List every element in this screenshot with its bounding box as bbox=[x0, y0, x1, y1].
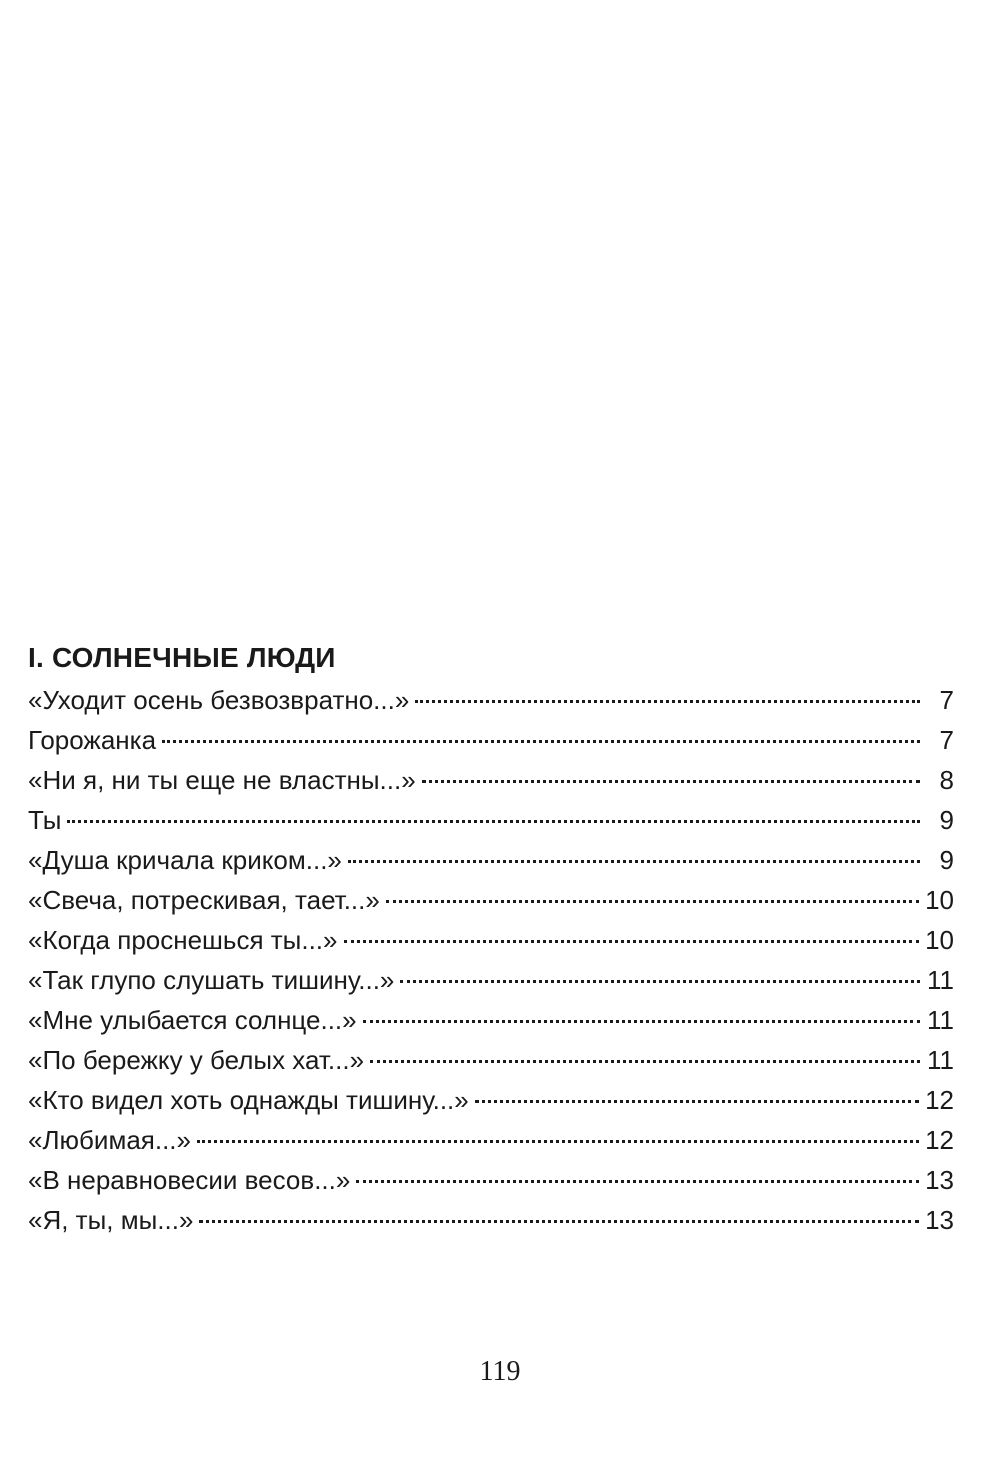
toc-entry-title: «Свеча, потрескивая, тает...» bbox=[28, 885, 380, 915]
dot-leader bbox=[386, 900, 919, 903]
toc-entry-page: 9 bbox=[939, 845, 954, 875]
dot-leader bbox=[422, 780, 920, 783]
dot-leader bbox=[199, 1220, 919, 1223]
toc-entry-page: 10 bbox=[925, 885, 954, 915]
page-number: 119 bbox=[479, 1356, 521, 1387]
toc-entry-title: «Так глупо слушать тишину...» bbox=[28, 965, 395, 995]
toc-entry-title: «Ни я, ни ты еще не властны...» bbox=[28, 765, 416, 795]
toc-entry bbox=[28, 1120, 954, 1160]
toc-entry-page: 13 bbox=[925, 1205, 954, 1235]
toc-entry-title: Горожанка bbox=[28, 725, 157, 755]
dot-leader bbox=[475, 1100, 919, 1103]
toc-entry-page: 8 bbox=[939, 765, 954, 795]
dot-leader bbox=[356, 1180, 919, 1183]
dot-leader bbox=[344, 940, 920, 943]
toc-entry-page: 12 bbox=[925, 1085, 954, 1115]
toc-entry-title: «В неравновесии весов...» bbox=[28, 1165, 351, 1195]
toc-entry-page: 12 bbox=[925, 1125, 954, 1155]
toc-entry bbox=[28, 680, 954, 720]
dot-leader bbox=[363, 1020, 920, 1023]
section-title: I. СОЛНЕЧНЫЕ ЛЮДИ bbox=[28, 642, 336, 673]
toc-entry-page: 9 bbox=[939, 805, 954, 835]
toc-entry bbox=[28, 760, 954, 800]
dot-leader bbox=[348, 860, 920, 863]
toc-entry bbox=[28, 800, 954, 840]
toc-entry-title: «Я, ты, мы...» bbox=[28, 1205, 194, 1235]
toc-entry bbox=[28, 880, 954, 920]
toc-entry-page: 13 bbox=[925, 1165, 954, 1195]
dot-leader bbox=[67, 820, 920, 823]
toc-entry-page: 10 bbox=[925, 925, 954, 955]
toc-entry bbox=[28, 720, 954, 760]
toc-entry-title: «Мне улыбается солнце...» bbox=[28, 1005, 357, 1035]
toc-entry-page: 7 bbox=[939, 685, 954, 715]
toc-entry-title: «Любимая...» bbox=[28, 1125, 191, 1155]
toc-entry-page: 11 bbox=[927, 1045, 954, 1075]
toc-entry-page: 11 bbox=[927, 965, 954, 995]
table-of-contents bbox=[28, 636, 954, 1240]
toc-entry-page: 7 bbox=[939, 725, 954, 755]
toc-entry bbox=[28, 1040, 954, 1080]
dot-leader bbox=[415, 700, 920, 703]
dot-leader bbox=[370, 1060, 920, 1063]
toc-entry-title: «По бережку у белых хат...» bbox=[28, 1045, 365, 1075]
dot-leader bbox=[162, 740, 920, 743]
toc-entry bbox=[28, 840, 954, 880]
dot-leader bbox=[400, 980, 920, 983]
toc-entry-title: Ты bbox=[28, 805, 62, 835]
toc-entry-title: «Кто видел хоть однажды тишину...» bbox=[28, 1085, 469, 1115]
toc-entry bbox=[28, 1000, 954, 1040]
toc-entry bbox=[28, 1080, 954, 1120]
toc-entry-page: 11 bbox=[927, 1005, 954, 1035]
toc-entry-title: «Уходит осень безвозвратно...» bbox=[28, 685, 410, 715]
dot-leader bbox=[197, 1140, 919, 1143]
toc-entry bbox=[28, 1160, 954, 1200]
toc-entry bbox=[28, 920, 954, 960]
toc-entry bbox=[28, 960, 954, 1000]
toc-entry-title: «Душа кричала криком...» bbox=[28, 845, 342, 875]
toc-entry-title: «Когда проснешься ты...» bbox=[28, 925, 338, 955]
toc-entry bbox=[28, 1200, 954, 1240]
